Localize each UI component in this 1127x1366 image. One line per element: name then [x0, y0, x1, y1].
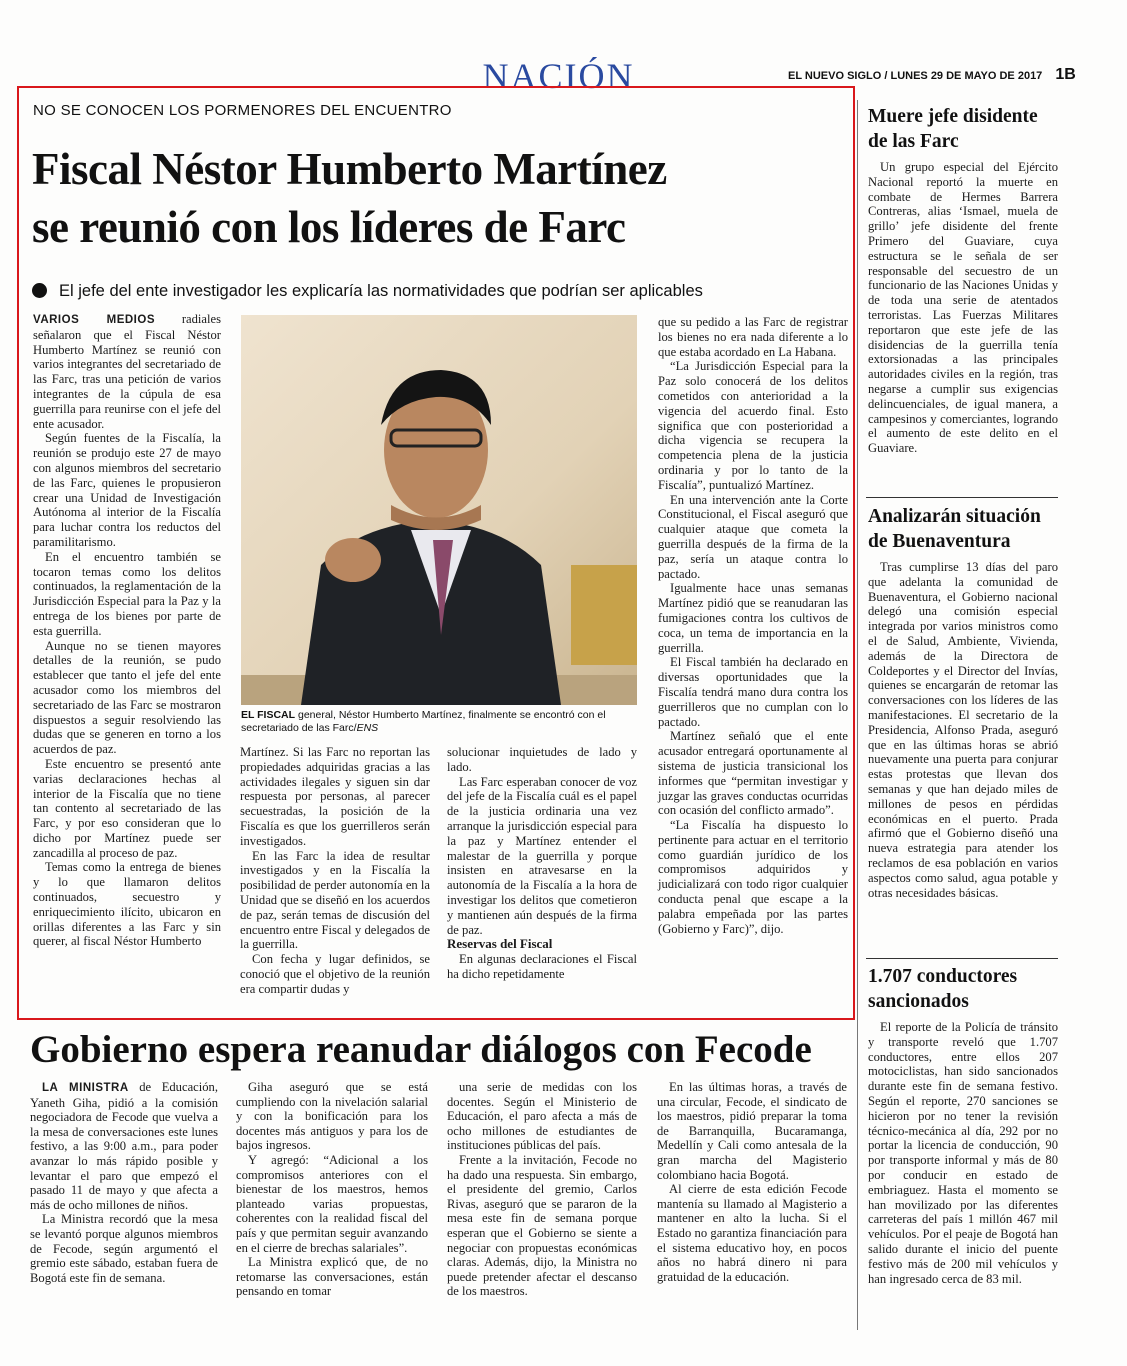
- lead-word: LA MINISTRA: [42, 1082, 129, 1094]
- paragraph: solucionar inquietudes de lado y lado.: [447, 745, 637, 774]
- article-subheadline: [32, 282, 850, 301]
- portrait-illustration: [241, 315, 637, 705]
- main-col-1: [33, 312, 221, 949]
- sidebar-title: [868, 964, 1058, 1014]
- sidebar-story-3: [868, 964, 1058, 1286]
- column-divider: [857, 100, 858, 1330]
- paragraph: El Fiscal también ha declarado en diversas oportunidades que la Fiscalía tendrá mano dura contra los guerrilleros que no cumplan con lo pactado.: [658, 655, 848, 729]
- second-col-4: [657, 1080, 847, 1284]
- paper-date: EL NUEVO SIGLO / LUNES 29 DE MAYO DE 2017: [788, 70, 1043, 82]
- title-line: sancionados: [868, 991, 969, 1012]
- subhead: Reservas del Fiscal: [447, 936, 553, 952]
- photo-credit: ENS: [356, 722, 379, 734]
- paragraph: Martínez. Si las Farc no reportan las propiedades adquiridas gracias a las actividades ilegales y siguen sin dar respuesta por personas, al parecer secuestradas, la posición de la Fiscalía es que los guerrilleros serán investigados.: [240, 745, 430, 848]
- main-col-3: [447, 745, 637, 982]
- paragraph: Aunque no se tienen mayores detalles de la reunión, se pudo establecer que tanto el jefe del ente acusador como los miembros del secretariado de las Farc se mostraron dispuestos a seguir resolviendo las dudas que se generen en torno a los acuerdos de paz.: [33, 638, 221, 757]
- sidebar-body: [868, 1020, 1058, 1286]
- title-line: de Buenaventura: [868, 531, 1011, 552]
- second-col-1: [30, 1080, 218, 1285]
- headline-line-2: se reunió con los líderes de Farc: [32, 202, 626, 252]
- sidebar-body: [868, 160, 1058, 456]
- sidebar-divider: [866, 497, 1058, 498]
- paragraph: que su pedido a las Farc de registrar los bienes no era nada diferente a lo que estaba acordado en La Habana.: [658, 315, 848, 359]
- paragraph: Temas como la entrega de bienes y lo que llamaron delitos continuados, secuestro y enriquecimiento ilícito, ubicaron en orillas diferentes a las Farc y sin querer, al fiscal Néstor Humberto: [33, 860, 221, 949]
- masthead-date: [788, 66, 1076, 84]
- paragraph: Con fecha y lugar definidos, se conoció que el objetivo de la reunión era compartir dudas y: [240, 952, 430, 996]
- bullet-icon: [32, 283, 47, 298]
- paragraph: de Educación, Yaneth Giha, pidió a la comisión negociadora de Fecode que vuelva a la mesa de conversaciones este lunes festivo, a las 9:00 a.m., para poder avanzar lo más rápido posible y levantar el paro que empezó el pasado 11 de mayo y que afecta a más de ocho millones de niños.: [30, 1080, 218, 1212]
- paragraph: En algunas declaraciones el Fiscal ha dicho repetidamente: [447, 952, 637, 981]
- title-line: 1.707 conductores: [868, 966, 1018, 987]
- title-line: Analizarán situación: [868, 506, 1041, 527]
- paragraph: Según fuentes de la Fiscalía, la reunión se produjo este 27 de mayo con algunos miembros del secretario de las Farc, quienes le propusieron crear una Unidad de Investigación Autónoma al interior de la Fiscalía para luchar contra los reductos del paramilitarismo.: [33, 431, 221, 549]
- caption-lead: EL FISCAL: [241, 709, 296, 721]
- paragraph: El reporte de la Policía de tránsito y transporte reveló que 1.707 conductores, entre ellos 207 motociclistas, han sido sancionados durante este fin de semana festivo. Según el reporte, 270 sanciones se hicieron por no tener la revisión técnico-mecánica al día, 292 por no portar la licencia de conducción, 90 por transporte informal y más de 80 por conducir en estado de embriaguez. Hasta el momento se han movilizado por las diferentes carreteras del país 1 millón 467 mil vehículos. Por el peaje de Bogotá han salido durante el inicio del puente festivo más de 200 mil vehículos y han ingresado cerca de 83 mil.: [868, 1020, 1058, 1286]
- paragraph: Martínez señaló que el ente acusador entregará oportunamente al sistema de justicia transicional los informes que “permitan investigar y juzgar las graves conductas ocurridas con ocasión del conflicto armado”.: [658, 729, 848, 818]
- article-kicker: NO SE CONOCEN LOS PORMENORES DEL ENCUENTRO: [33, 102, 452, 119]
- paragraph: Un grupo especial del Ejército Nacional reportó la muerte en combate de Hermes Barrera Contreras, alias ‘Ismael, muela de grillo’ jefe disidente del frente Primero del Guaviare, cuya estructura se le señala de ser responsable del secuestro de un funcionario de las Naciones Unidas y de toda una serie de atentados terroristas. Las Fuerzas Militares reportaron que este jefe de las disidencias de la guerrilla tenía extorsionadas a las principales autoridades civiles en la región, tras negarse a cumplir sus exigencias delincuenciales, de igual manera, a campesinos y comerciantes, logrando el aumento de este delito en el Guaviare.: [868, 160, 1058, 456]
- lead-word: VARIOS MEDIOS: [33, 314, 155, 326]
- second-col-3: [447, 1080, 637, 1299]
- page-number: 1B: [1055, 66, 1076, 83]
- second-headline: Gobierno espera reanudar diálogos con Fecode: [30, 1028, 812, 1071]
- main-col-4: [658, 315, 848, 936]
- paragraph: radiales señalaron que el Fiscal Néstor Humberto Martínez se reunió con varios integrantes del secretariado de las Farc, tras una petición de varios integrantes de la cúpula de esa guerrilla para reunirse con el jefe del ente acusador.: [33, 312, 221, 431]
- sidebar-story-1: [868, 104, 1058, 456]
- paragraph: Giha aseguró que se está cumpliendo con la nivelación salarial y con la bonificación para los docentes más antiguos y para los de bajos ingresos.: [236, 1080, 428, 1153]
- paragraph: La Ministra explicó que, de no retomarse las conversaciones, están pensando en tomar: [236, 1255, 428, 1299]
- title-line: de las Farc: [868, 131, 959, 152]
- paragraph: En una intervención ante la Corte Constitucional, el Fiscal aseguró que cualquier ataque que cometa la guerrilla después de la firma de la paz, sería un ataque contra lo pactado.: [658, 492, 848, 581]
- section-title: NACIÓN: [482, 56, 635, 96]
- paragraph: Tras cumplirse 13 días del paro que adelanta la comunidad de Buenaventura, el Gobierno nacional delegó una comisión especial integrada por varios ministros como el de Salud, Ambiente, Vivienda, además de la Directora de Coldeportes y el Director del Invías, quienes se encargarán de retomar las conversaciones con los líderes de las manifestaciones. El secretario de la Presidencia, Alfonso Prada, aseguró que en las últimas horas se abrió nuevamente una puerta para conjurar estas protestas que llevan dos semanas y que han dejado miles de millones de pesos en pérdidas económicas en el puerto. Prada afirmó que el Gobierno diseñó una nueva estrategia para atender los reclamos de esa población en varios aspectos como salud, agua potable y otras necesidades básicas.: [868, 560, 1058, 900]
- article-headline: [32, 140, 848, 256]
- paragraph: Igualmente hace unas semanas Martínez pidió que se reanudaran las fumigaciones contra los cultivos de coca, un tema de importancia en la guerrilla.: [658, 581, 848, 655]
- paragraph: “La Fiscalía ha dispuesto lo pertinente para actuar en el territorio como guardián jurídico de los compromisos adquiridos y judicializará con todo rigor cualquier conducta penal que escape a la palabra empeñada por las partes (Gobierno y Farc)”, dijo.: [658, 818, 848, 936]
- sidebar-title: [868, 504, 1058, 554]
- paragraph: Este encuentro se presentó ante varias declaraciones hechas al interior de la Fiscalía que no tiene tan contento al secretariado de las Farc, y por eso consideran que lo dicho por Martínez puede ser zancadilla al proceso de paz.: [33, 756, 221, 860]
- fiscal-photo: [241, 315, 637, 705]
- paragraph: Las Farc esperaban conocer de voz del jefe de la Fiscalía cuál es el papel de la justicia ordinaria una vez arranque la jurisdicción especial para la paz y Martínez entender el malestar de la guerrilla y porque insisten en atravesarse en la autonomía de la Fiscalía a la hora de investigar los delitos que cometieron y mantienen aún después de la firma de paz.: [447, 774, 637, 937]
- sidebar-story-2: [868, 504, 1058, 900]
- subheadline-text: El jefe del ente investigador les explicaría las normatividades que podrían ser aplicables: [59, 282, 703, 300]
- paragraph: Y agregó: “Adicional a los compromisos anteriores con el bienestar de los maestros, hemos planteado varias propuestas, coherentes con la realidad fiscal del país y que permitan seguir avanzando en el cierre de brechas salariales”.: [236, 1152, 428, 1255]
- paragraph: En el encuentro también se tocaron temas como los delitos continuados, la reglamentación de la Jurisdicción Especial para la Paz y la entrega de los bienes por parte de esta guerrilla.: [33, 549, 221, 638]
- sidebar-body: [868, 560, 1058, 900]
- sidebar-divider: [866, 958, 1058, 959]
- second-col-2: [236, 1080, 428, 1299]
- paragraph: En las últimas horas, a través de una circular, Fecode, el sindicato de los maestros, pidió preparar la toma de Barranquilla, Bucaramanga, Medellín y Cali como antesala de la gran marcha del Magisterio colombiano hacia Bogotá.: [657, 1080, 847, 1182]
- paragraph: En las Farc la idea de resultar investigados y en la Fiscalía la posibilidad de perder autonomía en la Unidad que se diseñó en los acuerdos de paz, serán temas de discusión del encuentro entre Fiscal y delegados de la guerrilla.: [240, 848, 430, 952]
- photo-caption: [241, 709, 639, 735]
- sidebar-title: [868, 104, 1058, 154]
- main-col-2: [240, 745, 430, 997]
- paragraph: una serie de medidas con los docentes. Según el Ministerio de Educación, el paro afecta a más de ocho millones de estudiantes de instituciones públicas del país.: [447, 1080, 637, 1153]
- paragraph: Frente a la invitación, Fecode no ha dado una respuesta. Sin embargo, el presidente del gremio, Carlos Rivas, aseguró que se pararon de la mesa este fin de semana porque esperan que el Gobierno se siente a negociar con propuestas económicas claras. Además, dijo, la Ministra no puede pretender afectar el descanso de los maestros.: [447, 1152, 637, 1299]
- headline-line-1: Fiscal Néstor Humberto Martínez: [32, 144, 667, 194]
- paragraph: Al cierre de esta edición Fecode mantenía su llamado al Magisterio a mantener en alto la lucha. Si el Estado no garantiza financiación para el sistema educativo hoy, en pocos años no habrá dinero ni para gratuidad de la educación.: [657, 1182, 847, 1284]
- title-line: Muere jefe disidente: [868, 106, 1038, 127]
- caption-text: general, Néstor Humberto Martínez, finalmente se encontró con el secretariado de las Farc/: [241, 709, 606, 734]
- paragraph: “La Jurisdicción Especial para la Paz solo conocerá de los delitos cometidos con anterioridad a la vigencia del acuerdo final. Esto significa que con posterioridad a dicha vigencia se recupera la competencia plena de la justicia ordinaria y por lo tanto de la Fiscalía”, puntualizó Martínez.: [658, 359, 848, 492]
- paragraph: La Ministra recordó que la mesa se levantó porque algunos miembros de Fecode, según argumentó el gremio este sábado, estaban fuera de Bogotá este fin de semana.: [30, 1212, 218, 1285]
